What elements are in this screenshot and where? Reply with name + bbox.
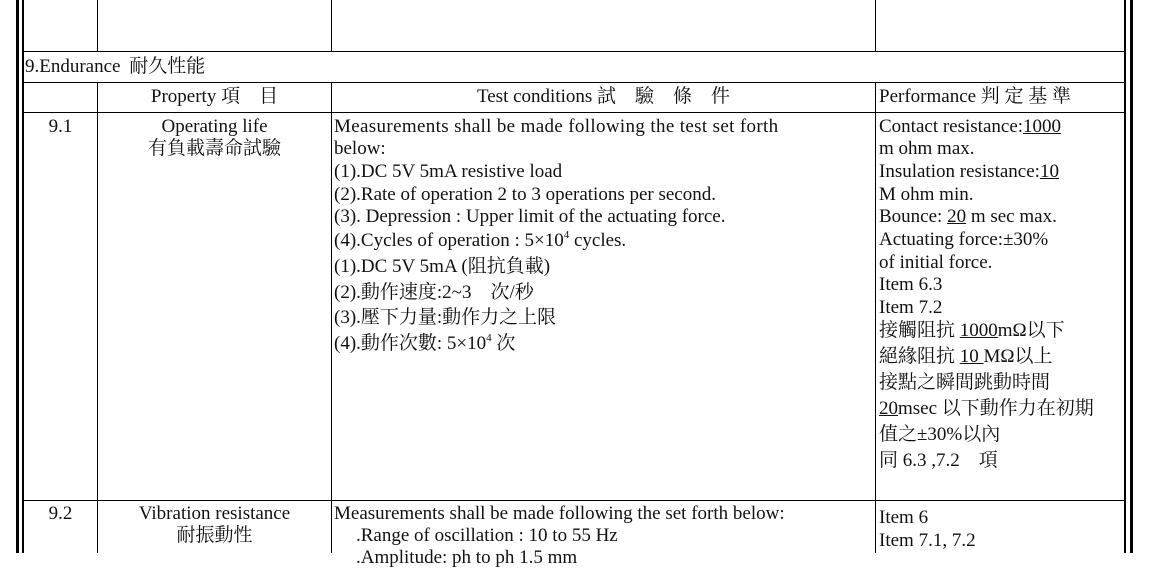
perf-line: Insulation resistance:10 [879,161,1059,182]
cond-line: (1).DC 5V 5mA resistive load [334,161,563,182]
header-test-conditions: Test conditions 試 驗 條 件 [476,86,731,107]
col-divider-1-top [97,0,98,51]
row-property-en-9-1: Operating life [161,116,268,137]
rule-header-bottom [22,112,1126,113]
perf-line: of initial force. [879,252,993,273]
perf-line: 接點之瞬間跳動時間 [879,372,1051,393]
perf-line: 絕緣阻抗 10 MΩ以上 [879,346,1053,367]
cond-line: Measurements shall be made following the set forth below: [334,503,785,524]
cond-line: (2).Rate of operation 2 to 3 operations per second. [334,184,716,205]
header-performance: Performance 判 定 基 準 [879,86,1072,107]
col-divider-2 [331,82,332,553]
row-property-cjk-9-1: 有負載壽命試驗 [147,138,281,159]
perf-line: Bounce: 20 m sec max. [879,206,1057,227]
row-property-cjk-9-2: 耐振動性 [176,525,253,546]
cond-line-cycles-cjk: (4).動作次數: $5\times 10^4$ 次 [334,332,516,354]
perf-line: Actuating force:±30% [879,229,1049,250]
perf-line: Item 7.1, 7.2 [879,530,976,551]
perf-line: Item 6.3 [879,274,943,295]
col-divider-2-top [331,0,332,51]
perf-line: 值之±30%以內 [879,424,1001,445]
right-border-outer [1130,0,1133,553]
cond-line: (1).DC 5V 5mA (阻抗負載) [334,256,551,277]
cond-line: (3). Depression : Upper limit of the actuating force. [334,206,726,227]
section-title [25,56,205,79]
cond-line-cycles: (4).Cycles of operation : $5\times 10^4$ cycles. [334,229,627,251]
cond-line: Measurements shall be made following the test set forth [334,116,779,137]
rule-section-top [22,51,1126,52]
perf-line: m ohm max. [879,138,975,159]
cond-line: below: [334,138,386,159]
perf-line: 接觸阻抗 1000mΩ以下 [879,320,1065,341]
col-divider-3 [875,82,876,553]
row-property-en-9-2: Vibration resistance [138,503,291,524]
rule-header-top [22,82,1126,83]
left-border-outer [16,0,19,553]
col-divider-3-top [875,0,876,51]
perf-line: M ohm min. [879,184,974,205]
header-property: Property 項 目 [150,86,279,107]
perf-line: Item 6 [879,507,929,528]
cond-line: (2).動作速度:2~3 次/秒 [334,282,534,303]
perf-line: 20msec 以下動作力在初期 [879,398,1094,419]
perf-line: Contact resistance:1000 [879,116,1062,137]
cond-line: (3).壓下力量:動作力之上限 [334,307,557,328]
perf-line: Item 7.2 [879,297,943,318]
perf-line: 同 6.3 ,7.2 項 [879,450,998,471]
cond-line: .Range of oscillation : 10 to 55 Hz [356,525,618,546]
row-number-9-2: 9.2 [48,503,73,524]
rule-row-9-1-bottom [22,500,1126,501]
section-title-prefix: 9.Endurance [25,56,121,77]
section-title-cjk: 耐久性能 [129,56,206,77]
row-number-9-1: 9.1 [48,116,73,137]
cond-line: .Amplitude: ph to ph 1.5 mm [356,547,578,568]
